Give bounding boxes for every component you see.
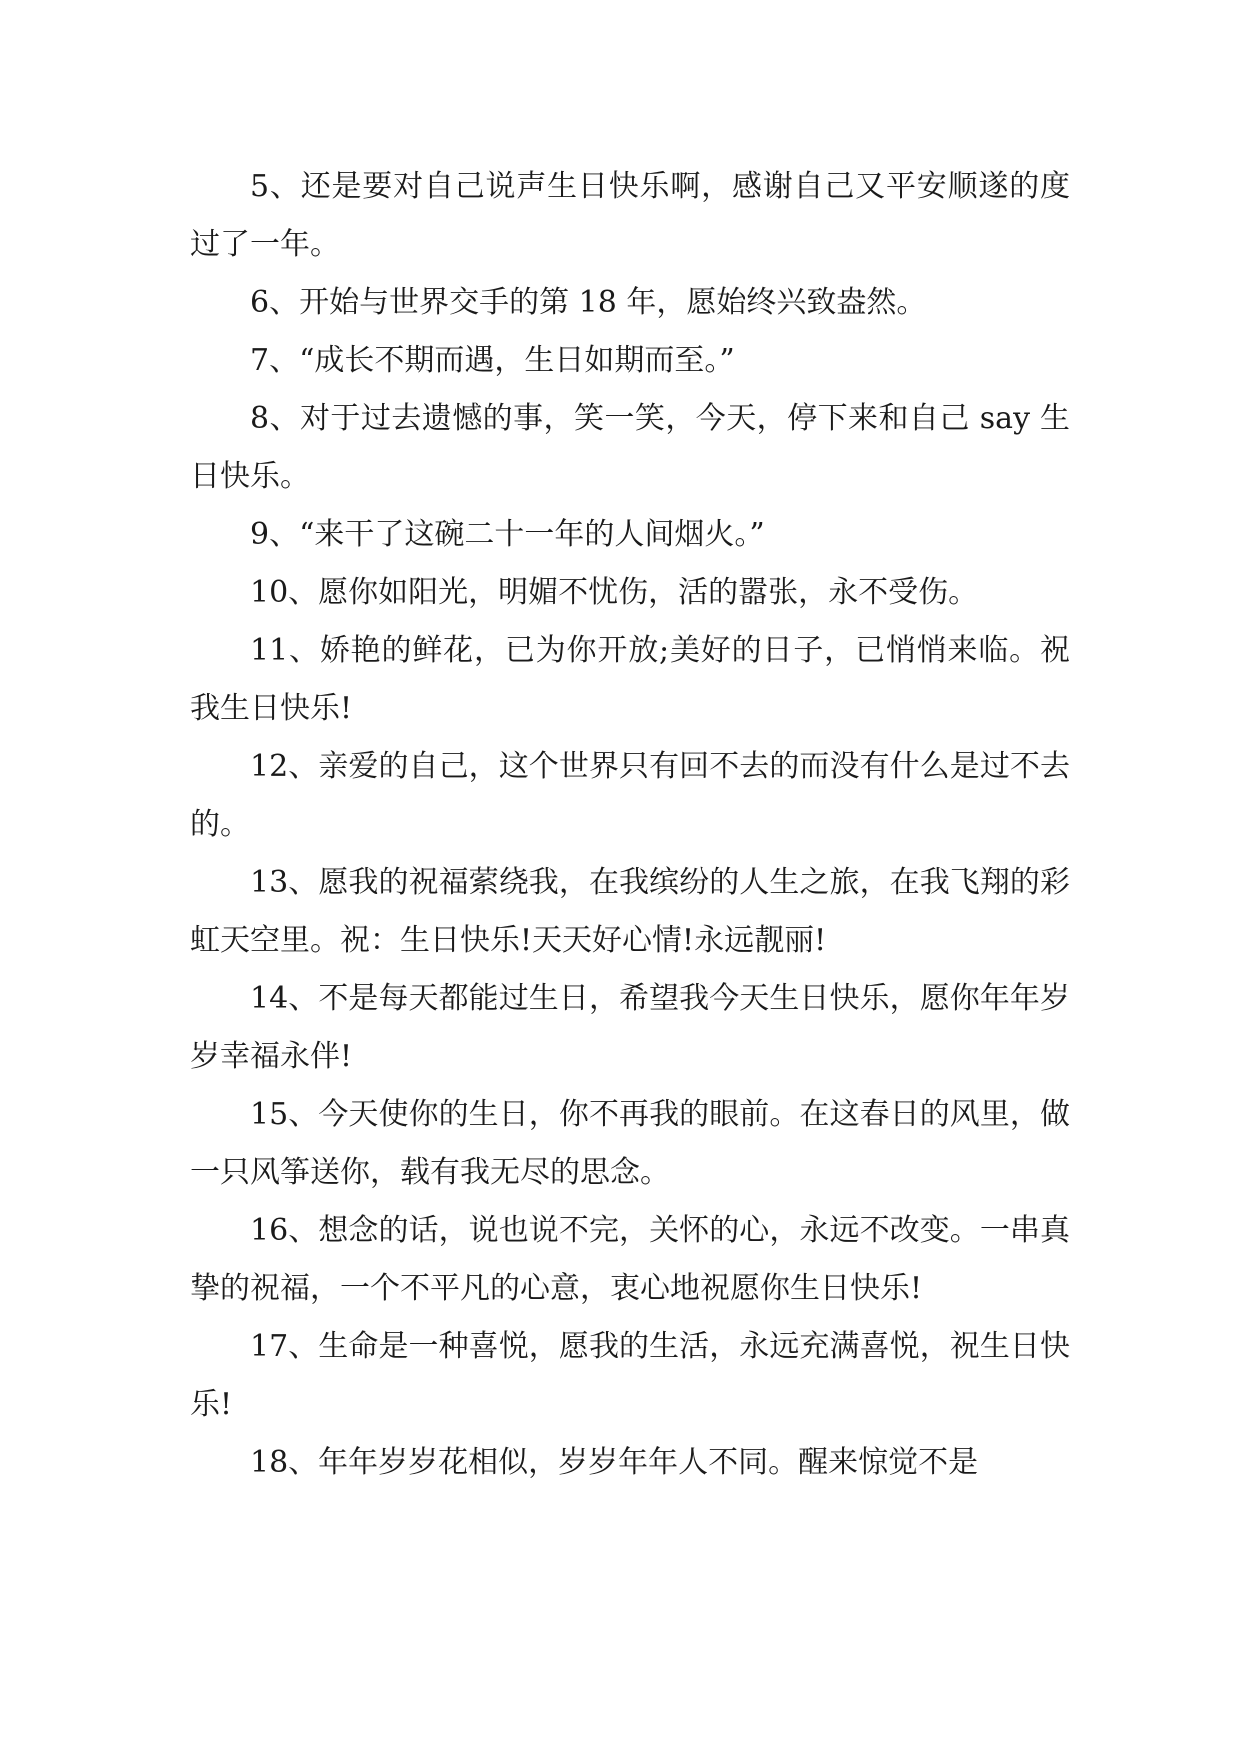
paragraph-12: 12、亲爱的自己，这个世界只有回不去的而没有什么是过不去的。 (190, 749, 1070, 842)
paragraph-8: 8、对于过去遗憾的事，笑一笑，今天，停下来和自己 say 生日快乐。 (190, 401, 1070, 494)
paragraph-18: 18、年年岁岁花相似，岁岁年年人不同。醒来惊觉不是 (250, 1445, 979, 1480)
paragraph-5: 5、还是要对自己说声生日快乐啊，感谢自己又平安顺遂的度过了一年。 (190, 169, 1070, 262)
paragraph-6: 6、开始与世界交手的第 18 年，愿始终兴致盎然。 (250, 285, 927, 320)
document-body (190, 158, 1070, 1492)
paragraph-7: 7、“成长不期而遇，生日如期而至。” (250, 343, 735, 378)
paragraph-14: 14、不是每天都能过生日，希望我今天生日快乐，愿你年年岁岁幸福永伴! (190, 981, 1070, 1074)
paragraph-13: 13、愿我的祝福萦绕我，在我缤纷的人生之旅，在我飞翔的彩虹天空里。祝：生日快乐!天天好心情!永远靓丽! (190, 865, 1070, 958)
paragraph-11: 11、娇艳的鲜花，已为你开放;美好的日子，已悄悄来临。祝我生日快乐! (190, 633, 1070, 726)
paragraph-16: 16、想念的话，说也说不完，关怀的心，永远不改变。一串真挚的祝福，一个不平凡的心意，衷心地祝愿你生日快乐! (190, 1213, 1070, 1306)
paragraph-10: 10、愿你如阳光，明媚不忧伤，活的嚣张，永不受伤。 (250, 575, 979, 610)
paragraph-17: 17、生命是一种喜悦，愿我的生活，永远充满喜悦，祝生日快乐! (190, 1329, 1070, 1422)
paragraph-15: 15、今天使你的生日，你不再我的眼前。在这春日的风里，做一只风筝送你，载有我无尽的思念。 (190, 1097, 1070, 1190)
paragraph-9: 9、“来干了这碗二十一年的人间烟火。” (250, 517, 765, 552)
